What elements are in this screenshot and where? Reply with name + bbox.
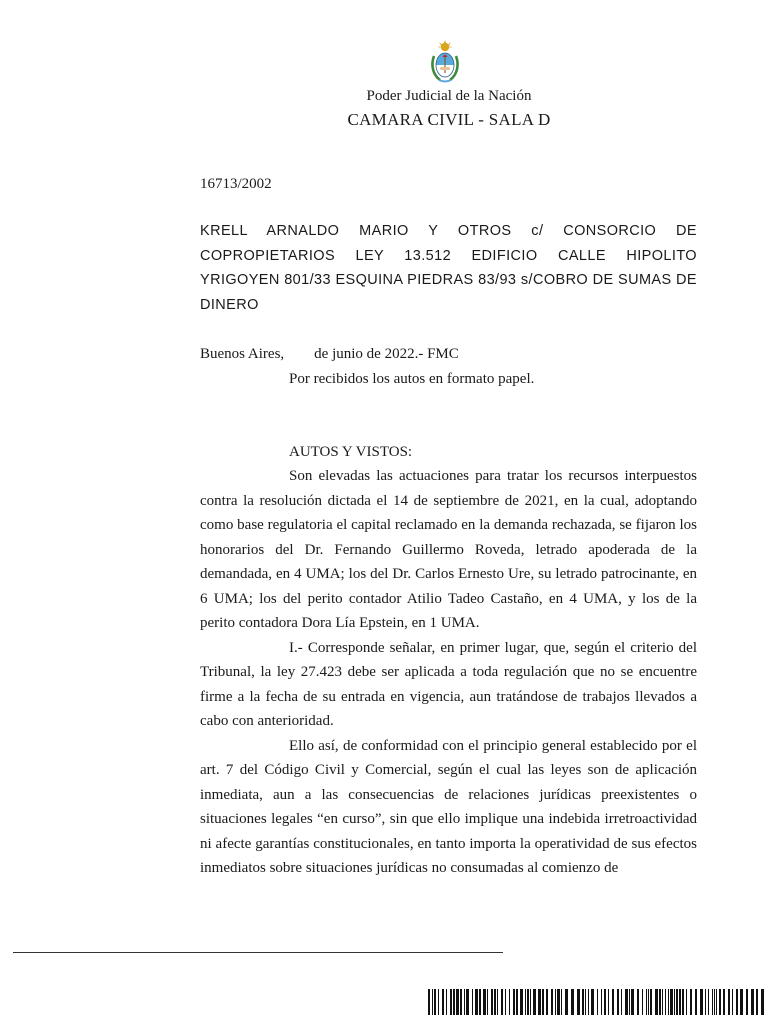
barcode-bar [756,989,758,1015]
barcode-bar [617,989,619,1015]
barcode-bar [646,989,647,1015]
barcode-bar [728,989,730,1015]
barcode-bar [497,989,498,1015]
barcode-bar [450,989,452,1015]
barcode-bar [621,989,622,1015]
barcode-bar [533,989,536,1015]
barcode-bar [446,989,447,1015]
barcode-bar [501,989,503,1015]
barcode-bar [708,989,709,1015]
barcode-bar [546,989,548,1015]
barcode-bar [690,989,692,1015]
barcode-bar [674,989,675,1015]
barcode-bar [631,989,634,1015]
barcode-bar [700,989,703,1015]
barcode-bar [637,989,639,1015]
barcode-bar [527,989,529,1015]
paragraph: Ello así, de conformidad con el principio general establecido por el art. 7 del Código Civil y Comercial, según el cual las leyes son de aplicación inmediata, aun a las consecuencias de relaciones jurídicas preexistentes o situaciones legales “en curso”, sin que ello implique una indebida irretroactividad ni afecte garantías constitucionales, en tanto importa la operatividad de sus efectos inmediatos sobre situaciones jurídicas no consumadas al comienzo de [200,737,697,876]
barcode-bar [679,989,681,1015]
institution-name: Poder Judicial de la Nación [366,88,532,104]
barcode-bar [582,989,584,1015]
barcode-bar [716,989,717,1015]
barcode-bar [460,989,462,1015]
barcode-bar [670,989,673,1015]
barcode-bar [434,989,436,1015]
barcode-bar [712,989,713,1015]
barcode-bar [719,989,721,1015]
barcode-bar [464,989,465,1015]
barcode-bar [665,989,666,1015]
barcode-bar [525,989,526,1015]
barcode-bar [438,989,439,1015]
barcode-bar [491,989,493,1015]
barcode-bar [732,989,733,1015]
dateline-date: de junio de 2022.- FMC [314,346,459,362]
barcode-bar [740,989,743,1015]
barcode-bar [456,989,459,1015]
barcode-bar [746,989,748,1015]
barcode-bar [659,989,661,1015]
barcode-bar [472,989,473,1015]
barcode-bar [494,989,496,1015]
barcode-bar [736,989,738,1015]
case-number: 16713/2002 [200,176,272,192]
barcode-bar [588,989,589,1015]
barcode-bar [551,989,553,1015]
case-caption: KRELL ARNALDO MARIO Y OTROS c/ CONSORCIO DE COPROPIETARIOS LEY 13.512 EDIFICIO CALLE HIPOLITO YRIGOYEN 801/33 ESQUINA PIEDRAS 83/93 s/COBRO DE SUMAS DE DINERO [200,223,697,313]
barcode-bar [597,989,598,1015]
barcode-bar [601,989,602,1015]
received-note: Por recibidos los autos en formato papel. [289,371,535,387]
barcode-bar [612,989,614,1015]
barcode-bar [629,989,630,1015]
paragraph: I.- Corresponde señalar, en primer lugar, que, según el criterio del Tribunal, la ley 27.423 debe ser aplicada a toda regulación que no se encuentre firme a la fecha de su entrada en vigencia, aun tratándose de trabajos llevados a cabo con anterioridad. [200,639,697,729]
barcode-bar [591,989,594,1015]
barcode-bar [516,989,518,1015]
barcode-bar [557,989,560,1015]
barcode-bar [648,989,649,1015]
barcode-bar [513,989,515,1015]
barcode-bar [520,989,523,1015]
chamber-title: CAMARA CIVIL - SALA D [347,110,551,129]
barcode-bar [676,989,678,1015]
barcode-bar [509,989,510,1015]
barcode-bar [686,989,687,1015]
barcode-bar [604,989,606,1015]
barcode-bar [442,989,444,1015]
body-paragraphs [200,464,697,881]
barcode-bar [668,989,669,1015]
barcode-bar [561,989,562,1015]
barcode-bar [538,989,541,1015]
section-heading: AUTOS Y VISTOS: [289,444,413,460]
barcode-bar [682,989,684,1015]
barcode-bar [723,989,725,1015]
barcode-bar [714,989,715,1015]
barcode-bar [625,989,628,1015]
barcode-bar [479,989,481,1015]
barcode-bar [428,989,430,1015]
barcode-bar [565,989,568,1015]
barcode-bar [585,989,586,1015]
barcode-bar [466,989,469,1015]
barcode-bar [505,989,506,1015]
barcode-bar [577,989,580,1015]
barcode-bar [432,989,433,1015]
barcode-bar [705,989,706,1015]
barcode-bar [453,989,455,1015]
barcode-bar [751,989,754,1015]
dateline-city: Buenos Aires, [200,346,285,362]
barcode-bar [655,989,658,1015]
barcode-bar [761,989,764,1015]
footer-divider [13,952,503,953]
barcode-bar [608,989,609,1015]
barcode-bar [475,989,478,1015]
barcode-bar [542,989,544,1015]
barcode-bar [555,989,556,1015]
argentine-coat-of-arms-icon [430,40,460,84]
barcode-bar [662,989,663,1015]
barcode-bar [695,989,697,1015]
paragraph: Son elevadas las actuaciones para tratar los recursos interpuestos contra la resolución dictada el 14 de septiembre de 2021, en la cual, adoptando como base regulatoria el capital reclamado en la demanda rechazada, se fijaron los honorarios del Dr. Fernando Guillermo Roveda, letrado apoderada de la demandada, en 4 UMA; los del Dr. Carlos Ernesto Ure, su letrado patrocinante, en 6 UMA; los del perito contador Atilio Tadeo Castaño, en 4 UMA, y los de la perito contadora Dora Lía Epstein, en 1 UMA. [200,468,697,631]
barcode-bar [642,989,643,1015]
barcode-bar [571,989,574,1015]
barcode-bar [487,989,488,1015]
dateline [200,342,697,367]
barcode-bar [483,989,486,1015]
barcode-bar [530,989,531,1015]
barcode-icon [428,989,768,1015]
barcode-bar [650,989,652,1015]
